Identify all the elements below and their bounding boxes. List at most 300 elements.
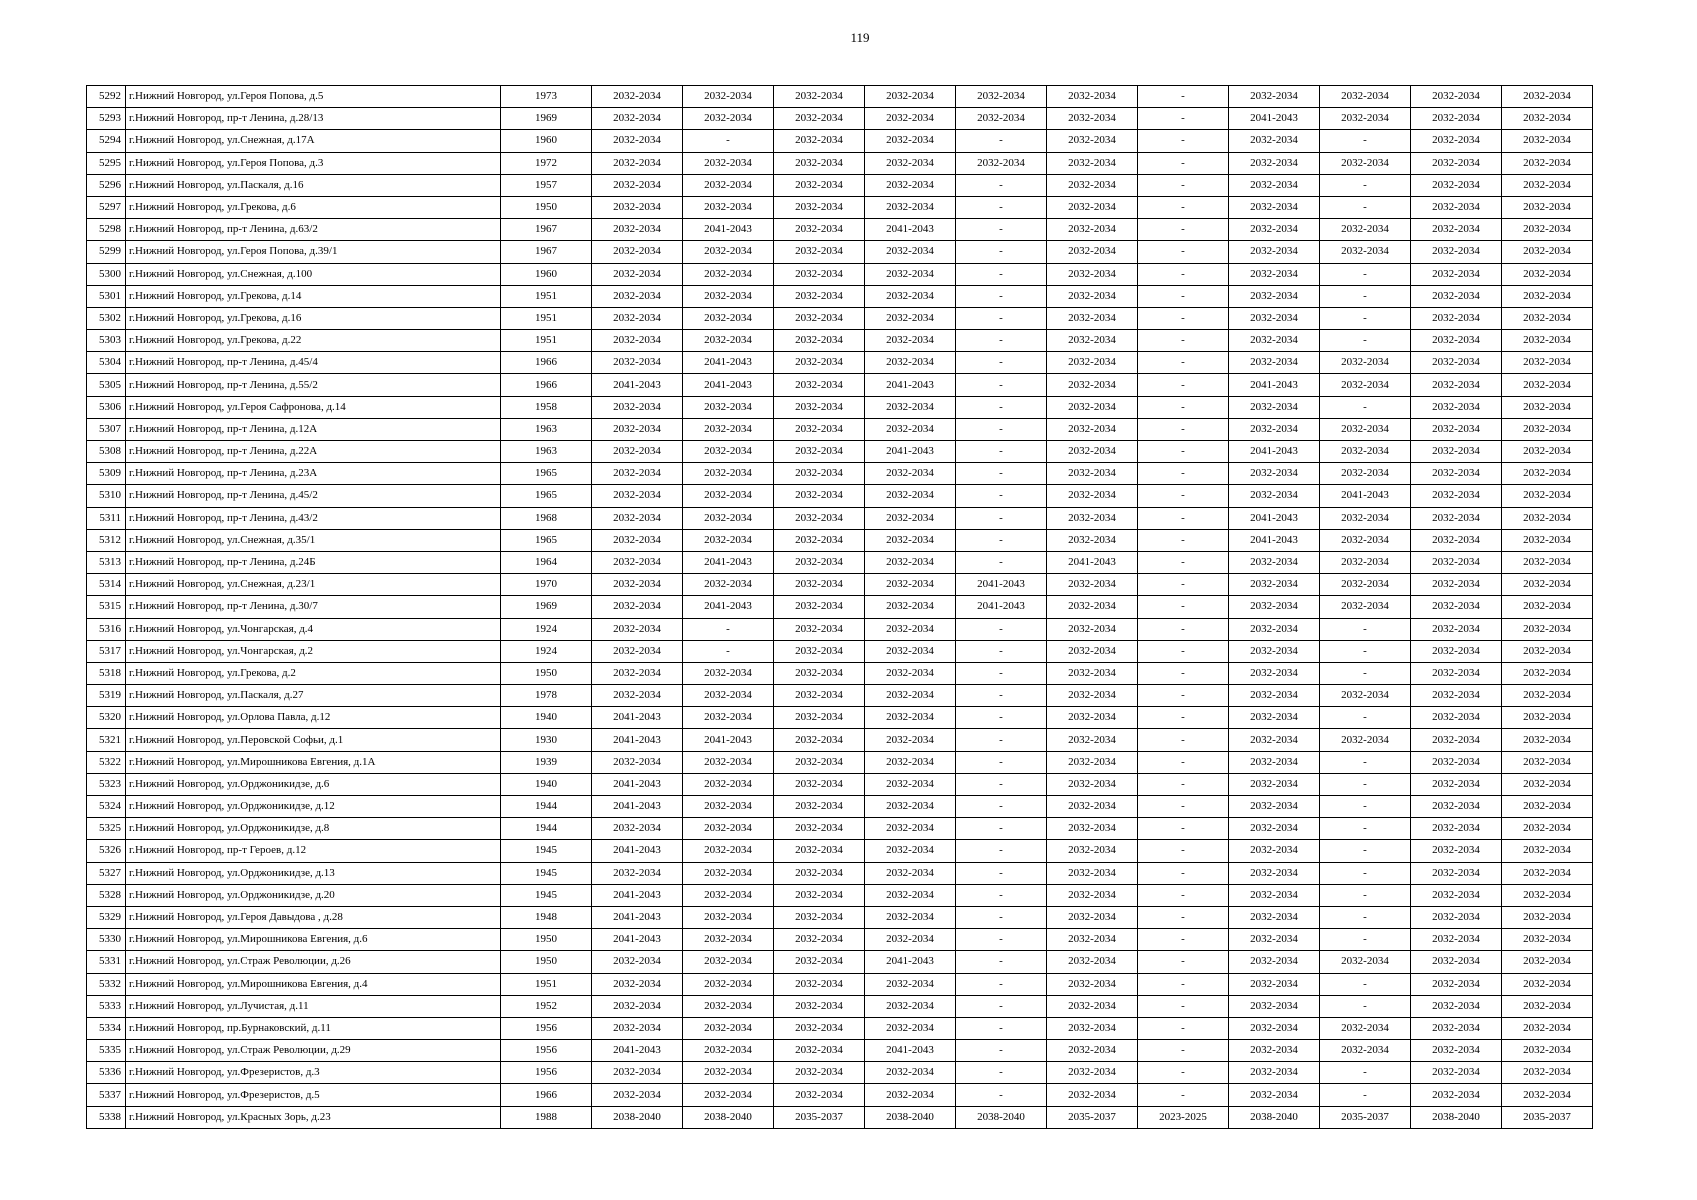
- period-cell: 2032-2034: [1320, 241, 1411, 263]
- row-number-cell: 5323: [87, 773, 126, 795]
- period-cell: -: [1138, 685, 1229, 707]
- period-cell: 2032-2034: [1502, 551, 1593, 573]
- period-cell: 2032-2034: [592, 596, 683, 618]
- period-cell: -: [1138, 574, 1229, 596]
- period-cell: 2032-2034: [592, 108, 683, 130]
- year-cell: 1940: [501, 773, 592, 795]
- period-cell: -: [1320, 196, 1411, 218]
- table-row: [87, 263, 1593, 285]
- period-cell: 2032-2034: [592, 1084, 683, 1106]
- period-cell: -: [1138, 929, 1229, 951]
- row-number-cell: 5296: [87, 174, 126, 196]
- period-cell: -: [956, 418, 1047, 440]
- year-cell: 1945: [501, 840, 592, 862]
- row-number-cell: 5331: [87, 951, 126, 973]
- period-cell: 2032-2034: [1229, 463, 1320, 485]
- period-cell: 2032-2034: [1047, 707, 1138, 729]
- period-cell: 2038-2040: [592, 1106, 683, 1128]
- period-cell: 2032-2034: [774, 507, 865, 529]
- period-cell: -: [956, 751, 1047, 773]
- period-cell: -: [956, 707, 1047, 729]
- period-cell: 2032-2034: [1320, 219, 1411, 241]
- year-cell: 1972: [501, 152, 592, 174]
- period-cell: 2032-2034: [1047, 241, 1138, 263]
- year-cell: 1966: [501, 1084, 592, 1106]
- period-cell: 2032-2034: [1411, 574, 1502, 596]
- period-cell: -: [956, 1084, 1047, 1106]
- period-cell: 2032-2034: [1411, 196, 1502, 218]
- table-row: [87, 685, 1593, 707]
- row-number-cell: 5306: [87, 396, 126, 418]
- period-cell: 2032-2034: [865, 773, 956, 795]
- table-row: [87, 840, 1593, 862]
- period-cell: 2041-2043: [592, 374, 683, 396]
- period-cell: 2032-2034: [683, 529, 774, 551]
- table-row: [87, 1040, 1593, 1062]
- period-cell: 2041-2043: [1229, 507, 1320, 529]
- period-cell: 2032-2034: [683, 973, 774, 995]
- period-cell: 2032-2034: [1229, 685, 1320, 707]
- year-cell: 1944: [501, 818, 592, 840]
- address-cell: г.Нижний Новгород, ул.Орджоникидзе, д.20: [126, 884, 501, 906]
- period-cell: 2041-2043: [1229, 374, 1320, 396]
- period-cell: -: [956, 330, 1047, 352]
- period-cell: -: [1138, 485, 1229, 507]
- table-body: [87, 86, 1593, 1129]
- period-cell: -: [1320, 973, 1411, 995]
- period-cell: 2032-2034: [1047, 840, 1138, 862]
- period-cell: 2032-2034: [1047, 685, 1138, 707]
- table-row: [87, 707, 1593, 729]
- period-cell: 2032-2034: [1047, 307, 1138, 329]
- period-cell: -: [1320, 796, 1411, 818]
- period-cell: 2032-2034: [1502, 995, 1593, 1017]
- period-cell: -: [1138, 773, 1229, 795]
- period-cell: 2032-2034: [1502, 152, 1593, 174]
- period-cell: -: [956, 174, 1047, 196]
- period-cell: 2032-2034: [1229, 1084, 1320, 1106]
- row-number-cell: 5293: [87, 108, 126, 130]
- period-cell: 2032-2034: [1047, 374, 1138, 396]
- period-cell: 2032-2034: [592, 618, 683, 640]
- row-number-cell: 5316: [87, 618, 126, 640]
- year-cell: 1969: [501, 108, 592, 130]
- table-row: [87, 640, 1593, 662]
- period-cell: -: [956, 551, 1047, 573]
- period-cell: 2032-2034: [592, 307, 683, 329]
- period-cell: 2032-2034: [774, 374, 865, 396]
- period-cell: 2032-2034: [865, 995, 956, 1017]
- address-cell: г.Нижний Новгород, ул.Паскаля, д.27: [126, 685, 501, 707]
- period-cell: 2032-2034: [592, 196, 683, 218]
- period-cell: 2032-2034: [1047, 973, 1138, 995]
- row-number-cell: 5315: [87, 596, 126, 618]
- period-cell: 2032-2034: [592, 174, 683, 196]
- period-cell: -: [1320, 263, 1411, 285]
- period-cell: 2032-2034: [1229, 640, 1320, 662]
- period-cell: 2032-2034: [683, 685, 774, 707]
- period-cell: 2032-2034: [683, 485, 774, 507]
- period-cell: 2032-2034: [1502, 219, 1593, 241]
- year-cell: 1924: [501, 640, 592, 662]
- period-cell: 2032-2034: [1229, 307, 1320, 329]
- period-cell: 2041-2043: [865, 374, 956, 396]
- period-cell: -: [1320, 130, 1411, 152]
- period-cell: 2041-2043: [1320, 485, 1411, 507]
- period-cell: 2032-2034: [1411, 241, 1502, 263]
- year-cell: 1973: [501, 86, 592, 108]
- address-cell: г.Нижний Новгород, ул.Орлова Павла, д.12: [126, 707, 501, 729]
- year-cell: 1951: [501, 330, 592, 352]
- period-cell: -: [1138, 441, 1229, 463]
- row-number-cell: 5301: [87, 285, 126, 307]
- period-cell: 2032-2034: [1411, 352, 1502, 374]
- period-cell: 2032-2034: [1229, 906, 1320, 928]
- address-cell: г.Нижний Новгород, ул.Орджоникидзе, д.6: [126, 773, 501, 795]
- period-cell: -: [1138, 973, 1229, 995]
- period-cell: -: [1320, 396, 1411, 418]
- period-cell: 2032-2034: [1320, 374, 1411, 396]
- year-cell: 1970: [501, 574, 592, 596]
- period-cell: 2032-2034: [865, 1062, 956, 1084]
- period-cell: 2032-2034: [1502, 196, 1593, 218]
- table-row: [87, 330, 1593, 352]
- period-cell: 2032-2034: [592, 263, 683, 285]
- period-cell: 2032-2034: [774, 995, 865, 1017]
- period-cell: 2032-2034: [774, 729, 865, 751]
- period-cell: -: [1138, 1062, 1229, 1084]
- period-cell: -: [956, 241, 1047, 263]
- period-cell: 2032-2034: [1047, 1084, 1138, 1106]
- period-cell: 2032-2034: [1502, 507, 1593, 529]
- year-cell: 1924: [501, 618, 592, 640]
- period-cell: 2032-2034: [1502, 396, 1593, 418]
- address-cell: г.Нижний Новгород, ул.Снежная, д.17А: [126, 130, 501, 152]
- period-cell: 2032-2034: [592, 818, 683, 840]
- period-cell: 2032-2034: [865, 263, 956, 285]
- period-cell: 2032-2034: [1502, 130, 1593, 152]
- period-cell: 2032-2034: [1320, 685, 1411, 707]
- period-cell: 2032-2034: [1411, 108, 1502, 130]
- period-cell: 2032-2034: [865, 463, 956, 485]
- period-cell: 2032-2034: [865, 396, 956, 418]
- period-cell: 2032-2034: [1502, 330, 1593, 352]
- period-cell: -: [1138, 330, 1229, 352]
- period-cell: 2032-2034: [956, 86, 1047, 108]
- period-cell: 2032-2034: [774, 929, 865, 951]
- period-cell: 2032-2034: [683, 995, 774, 1017]
- period-cell: 2032-2034: [1229, 884, 1320, 906]
- period-cell: 2035-2037: [774, 1106, 865, 1128]
- period-cell: -: [956, 374, 1047, 396]
- period-cell: -: [1138, 729, 1229, 751]
- period-cell: 2032-2034: [865, 618, 956, 640]
- table-row: [87, 618, 1593, 640]
- period-cell: -: [956, 773, 1047, 795]
- period-cell: 2023-2025: [1138, 1106, 1229, 1128]
- period-cell: 2032-2034: [1047, 330, 1138, 352]
- period-cell: 2032-2034: [1229, 174, 1320, 196]
- period-cell: 2032-2034: [865, 418, 956, 440]
- period-cell: 2032-2034: [1411, 929, 1502, 951]
- row-number-cell: 5336: [87, 1062, 126, 1084]
- period-cell: 2038-2040: [865, 1106, 956, 1128]
- address-cell: г.Нижний Новгород, ул.Орджоникидзе, д.13: [126, 862, 501, 884]
- period-cell: 2032-2034: [865, 108, 956, 130]
- period-cell: 2032-2034: [683, 662, 774, 684]
- period-cell: 2032-2034: [774, 685, 865, 707]
- table-row: [87, 396, 1593, 418]
- period-cell: -: [956, 196, 1047, 218]
- table-row: [87, 862, 1593, 884]
- period-cell: 2032-2034: [1229, 551, 1320, 573]
- period-cell: 2032-2034: [774, 1040, 865, 1062]
- period-cell: 2032-2034: [1502, 951, 1593, 973]
- period-cell: 2032-2034: [1411, 374, 1502, 396]
- period-cell: 2041-2043: [865, 441, 956, 463]
- period-cell: 2032-2034: [1502, 86, 1593, 108]
- period-cell: -: [956, 906, 1047, 928]
- address-cell: г.Нижний Новгород, пр-т Ленина, д.24Б: [126, 551, 501, 573]
- period-cell: -: [1138, 463, 1229, 485]
- year-cell: 1950: [501, 196, 592, 218]
- period-cell: 2041-2043: [592, 840, 683, 862]
- period-cell: 2032-2034: [1229, 929, 1320, 951]
- year-cell: 1958: [501, 396, 592, 418]
- period-cell: 2032-2034: [1229, 152, 1320, 174]
- period-cell: 2032-2034: [865, 729, 956, 751]
- period-cell: -: [956, 352, 1047, 374]
- period-cell: 2032-2034: [683, 152, 774, 174]
- period-cell: 2032-2034: [774, 463, 865, 485]
- address-cell: г.Нижний Новгород, ул.Чонгарская, д.4: [126, 618, 501, 640]
- period-cell: 2032-2034: [865, 751, 956, 773]
- period-cell: 2041-2043: [683, 596, 774, 618]
- address-cell: г.Нижний Новгород, ул.Лучистая, д.11: [126, 995, 501, 1017]
- period-cell: 2032-2034: [1411, 662, 1502, 684]
- period-cell: 2032-2034: [774, 906, 865, 928]
- period-cell: -: [1138, 418, 1229, 440]
- period-cell: 2032-2034: [1411, 773, 1502, 795]
- year-cell: 1966: [501, 374, 592, 396]
- period-cell: 2041-2043: [683, 219, 774, 241]
- period-cell: 2032-2034: [1047, 729, 1138, 751]
- period-cell: 2032-2034: [683, 396, 774, 418]
- period-cell: 2032-2034: [774, 574, 865, 596]
- period-cell: 2032-2034: [1047, 152, 1138, 174]
- period-cell: 2032-2034: [774, 773, 865, 795]
- address-cell: г.Нижний Новгород, пр-т Ленина, д.43/2: [126, 507, 501, 529]
- period-cell: 2032-2034: [683, 796, 774, 818]
- row-number-cell: 5318: [87, 662, 126, 684]
- period-cell: -: [1320, 929, 1411, 951]
- period-cell: 2032-2034: [1411, 906, 1502, 928]
- period-cell: 2032-2034: [1047, 174, 1138, 196]
- period-cell: 2032-2034: [1411, 507, 1502, 529]
- period-cell: 2032-2034: [774, 152, 865, 174]
- row-number-cell: 5297: [87, 196, 126, 218]
- period-cell: 2032-2034: [1502, 529, 1593, 551]
- period-cell: 2032-2034: [1229, 596, 1320, 618]
- period-cell: 2032-2034: [1229, 796, 1320, 818]
- period-cell: 2032-2034: [1229, 330, 1320, 352]
- period-cell: 2032-2034: [1411, 485, 1502, 507]
- period-cell: 2032-2034: [1229, 951, 1320, 973]
- period-cell: 2032-2034: [1411, 152, 1502, 174]
- period-cell: 2032-2034: [774, 796, 865, 818]
- period-cell: 2032-2034: [1502, 906, 1593, 928]
- period-cell: 2032-2034: [683, 507, 774, 529]
- period-cell: 2032-2034: [956, 152, 1047, 174]
- period-cell: 2032-2034: [865, 152, 956, 174]
- table-row: [87, 551, 1593, 573]
- period-cell: 2032-2034: [683, 330, 774, 352]
- period-cell: 2032-2034: [1229, 485, 1320, 507]
- period-cell: 2032-2034: [683, 86, 774, 108]
- period-cell: 2032-2034: [683, 1084, 774, 1106]
- period-cell: 2032-2034: [865, 929, 956, 951]
- period-cell: 2032-2034: [774, 130, 865, 152]
- period-cell: 2032-2034: [1229, 862, 1320, 884]
- period-cell: 2032-2034: [592, 574, 683, 596]
- row-number-cell: 5300: [87, 263, 126, 285]
- year-cell: 1978: [501, 685, 592, 707]
- year-cell: 1939: [501, 751, 592, 773]
- period-cell: 2032-2034: [774, 862, 865, 884]
- table-row: [87, 196, 1593, 218]
- period-cell: -: [1320, 818, 1411, 840]
- period-cell: 2032-2034: [1502, 862, 1593, 884]
- period-cell: 2032-2034: [774, 1084, 865, 1106]
- period-cell: 2032-2034: [592, 241, 683, 263]
- table-row: [87, 906, 1593, 928]
- year-cell: 1950: [501, 662, 592, 684]
- row-number-cell: 5310: [87, 485, 126, 507]
- year-cell: 1967: [501, 219, 592, 241]
- period-cell: 2035-2037: [1320, 1106, 1411, 1128]
- period-cell: -: [1138, 174, 1229, 196]
- period-cell: -: [1138, 196, 1229, 218]
- period-cell: 2032-2034: [1502, 685, 1593, 707]
- period-cell: 2032-2034: [774, 1062, 865, 1084]
- period-cell: 2032-2034: [592, 485, 683, 507]
- period-cell: 2032-2034: [774, 551, 865, 573]
- period-cell: 2032-2034: [1411, 707, 1502, 729]
- period-cell: 2041-2043: [592, 773, 683, 795]
- period-cell: 2032-2034: [1229, 818, 1320, 840]
- period-cell: 2041-2043: [592, 796, 683, 818]
- period-cell: 2032-2034: [592, 352, 683, 374]
- period-cell: 2032-2034: [774, 86, 865, 108]
- period-cell: 2032-2034: [1502, 463, 1593, 485]
- table-row: [87, 995, 1593, 1017]
- period-cell: 2032-2034: [1047, 418, 1138, 440]
- period-cell: 2032-2034: [1411, 640, 1502, 662]
- period-cell: 2032-2034: [774, 951, 865, 973]
- year-cell: 1965: [501, 485, 592, 507]
- period-cell: 2032-2034: [774, 884, 865, 906]
- period-cell: 2032-2034: [1411, 285, 1502, 307]
- period-cell: 2041-2043: [592, 1040, 683, 1062]
- period-cell: 2032-2034: [1229, 285, 1320, 307]
- period-cell: -: [956, 884, 1047, 906]
- period-cell: 2032-2034: [683, 263, 774, 285]
- row-number-cell: 5313: [87, 551, 126, 573]
- period-cell: 2032-2034: [683, 707, 774, 729]
- period-cell: -: [956, 640, 1047, 662]
- period-cell: 2032-2034: [683, 929, 774, 951]
- period-cell: 2032-2034: [1502, 884, 1593, 906]
- period-cell: 2032-2034: [1411, 995, 1502, 1017]
- period-cell: 2032-2034: [1502, 174, 1593, 196]
- row-number-cell: 5294: [87, 130, 126, 152]
- period-cell: 2032-2034: [592, 507, 683, 529]
- period-cell: 2032-2034: [1047, 441, 1138, 463]
- period-cell: 2032-2034: [1229, 618, 1320, 640]
- table-row: [87, 574, 1593, 596]
- period-cell: 2032-2034: [683, 574, 774, 596]
- period-cell: 2032-2034: [1320, 1040, 1411, 1062]
- period-cell: 2032-2034: [1502, 241, 1593, 263]
- row-number-cell: 5311: [87, 507, 126, 529]
- table-row: [87, 1062, 1593, 1084]
- row-number-cell: 5332: [87, 973, 126, 995]
- period-cell: 2032-2034: [1502, 662, 1593, 684]
- period-cell: -: [1138, 796, 1229, 818]
- period-cell: 2032-2034: [774, 529, 865, 551]
- period-cell: -: [1138, 884, 1229, 906]
- row-number-cell: 5328: [87, 884, 126, 906]
- period-cell: -: [1320, 640, 1411, 662]
- row-number-cell: 5303: [87, 330, 126, 352]
- period-cell: -: [956, 485, 1047, 507]
- period-cell: 2032-2034: [1502, 108, 1593, 130]
- period-cell: -: [1138, 263, 1229, 285]
- period-cell: 2032-2034: [1229, 130, 1320, 152]
- period-cell: 2032-2034: [1320, 729, 1411, 751]
- period-cell: 2032-2034: [865, 529, 956, 551]
- period-cell: 2032-2034: [1047, 640, 1138, 662]
- period-cell: 2032-2034: [774, 330, 865, 352]
- period-cell: 2032-2034: [1411, 884, 1502, 906]
- period-cell: 2032-2034: [1502, 640, 1593, 662]
- period-cell: 2032-2034: [1502, 773, 1593, 795]
- period-cell: 2032-2034: [1047, 86, 1138, 108]
- period-cell: -: [1138, 374, 1229, 396]
- period-cell: 2032-2034: [1502, 1017, 1593, 1039]
- period-cell: 2041-2043: [592, 884, 683, 906]
- period-cell: 2032-2034: [1502, 352, 1593, 374]
- period-cell: 2041-2043: [683, 352, 774, 374]
- period-cell: -: [1138, 507, 1229, 529]
- period-cell: 2032-2034: [592, 995, 683, 1017]
- period-cell: 2038-2040: [1411, 1106, 1502, 1128]
- period-cell: -: [1138, 1017, 1229, 1039]
- period-cell: 2032-2034: [865, 906, 956, 928]
- period-cell: 2032-2034: [1229, 973, 1320, 995]
- address-cell: г.Нижний Новгород, ул.Героя Попова, д.39/1: [126, 241, 501, 263]
- row-number-cell: 5324: [87, 796, 126, 818]
- table-row: [87, 973, 1593, 995]
- period-cell: 2032-2034: [1047, 1040, 1138, 1062]
- address-cell: г.Нижний Новгород, пр-т Ленина, д.55/2: [126, 374, 501, 396]
- period-cell: 2032-2034: [1502, 840, 1593, 862]
- period-cell: 2032-2034: [1411, 862, 1502, 884]
- row-number-cell: 5305: [87, 374, 126, 396]
- period-cell: -: [956, 796, 1047, 818]
- period-cell: 2032-2034: [1047, 929, 1138, 951]
- period-cell: 2032-2034: [774, 396, 865, 418]
